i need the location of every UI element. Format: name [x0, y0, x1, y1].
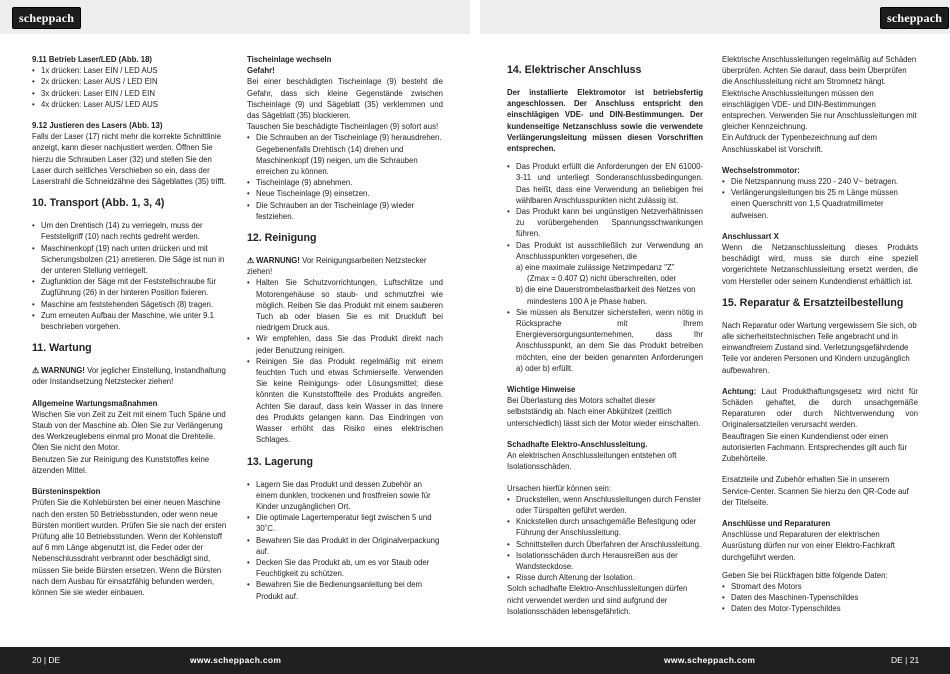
- subheading: Allgemeine Wartungsmaßnahmen: [32, 398, 158, 408]
- paragraph: Wenn die Netzanschlussleitung dieses Produkts beschädigt wird, muss sie durch eine speziell vorgerichtete Netzanschlussleitung ersetzt werden, die vom Hersteller oder seinem Kundendienst erhältlich ist.: [722, 243, 918, 286]
- list-item: • Sie müssen als Benutzer sicherstellen, wenn nötig in Rücksprache mit Ihrem Energieversorgungsunternehmen, dass Ihr Anschlusspunkt, an dem Sie das Produkt betreiben möchten, eine der beiden genannten Anforderungen a) oder b) erfüllt.: [507, 307, 703, 374]
- paragraph: Nach Reparatur oder Wartung vergewissern Sie sich, ob alle sicherheitstechnischen Teile angebracht und in einwandfreiem Zustand sind. Verletzungsgefährdende Teile vor anderen Personen und Kindern unzugänglich aufbewahren.: [722, 320, 917, 375]
- transport-list: [32, 220, 228, 332]
- list-item: • Stromart des Motors: [722, 581, 918, 592]
- sub-item-b: b) die eine Dauerstrombelastbarkeit des Netzes von: [516, 285, 696, 295]
- warning-label: ⚠ WARNUNG!: [247, 256, 300, 266]
- list-item: • Risse durch Alterung der Isolation.: [507, 572, 703, 583]
- list-item: • Reinigen Sie das Produkt regelmäßig mit einem feuchten Tuch und etwas Schmierseife. Verwenden Sie keine Reinigungs- oder Lösungsmittel; diese könnten die Kunststoffteile des Produkts angreifen. Achten Sie darauf, dass kein Wasser in das Innere des Produkts gelangen kann. Das Eindringen von Wasser erhöht das Risiko eines elektrischen Schlages.: [247, 356, 443, 446]
- column-3: [507, 54, 703, 624]
- list-item: • Das Produkt erfüllt die Anforderungen der EN 61000-3-11 und unterliegt Sonderanschlussbedingungen. Das heißt, dass eine Verwendung an beliebigen frei wählbaren Anschlusspunkten nicht zulässig ist.: [507, 161, 703, 206]
- paragraph: Prüfen Sie die Kohlebürsten bei einer neuen Maschine nach den ersten 50 Betriebsstunden, oder wenn neue Bürsten montiert wurden. Prüfen Sie sie nach der ersten Prüfung alle 10 Betriebsstunden. Wenn der Kohlenstoff auf 6 mm Länge abgenutzt ist, die Feder oder der Nebenschlussdraht verbrannt oder beschädigt sind, müssen Sie beide Bürsten ersetzen. Wenn die Bürsten nach dem Ausbau für einsatzfähig befunden werden, können Sie sie wieder einbauen.: [32, 498, 227, 597]
- section-heading-elektrischer-anschluss: 14. Elektrischer Anschluss: [507, 64, 642, 76]
- subheading: Wechselstrommotor:: [722, 165, 800, 175]
- list-item: • Lagern Sie das Produkt und dessen Zubehör an einem dunklen, trockenen und frostfreien sowie für Kinder unzugänglichen Ort.: [247, 479, 443, 513]
- column-2: [247, 54, 443, 609]
- list-item: • Druckstellen, wenn Anschlussleitungen durch Fenster oder Türspalten geführt werden.: [507, 494, 703, 516]
- list-item: • Die optimale Lagertemperatur liegt zwischen 5 und 30˚C.: [247, 512, 443, 534]
- paragraph: Bei einer beschädigten Tischeinlage (9) besteht die Gefahr, dass sich kleine Gegenstände zwischen Tischeinlage (9) und Sägeblatt (35) verklemmen und das Sägeblatt (35) blockieren.: [247, 77, 443, 121]
- section-heading-reinigung: 12. Reinigung: [247, 232, 317, 245]
- list-item: • Wir empfehlen, dass Sie das Produkt direkt nach jeder Benutzung reinigen.: [247, 333, 443, 355]
- paragraph: Beauftragen Sie einen Kundendienst oder einen autorisierten Fachmann. Entsprechendes gilt auch für Zubehörteile.: [722, 431, 908, 464]
- subheading: Schadhafte Elektro-Anschlussleitung.: [507, 439, 648, 449]
- subheading: Bürsteninspektion: [32, 487, 101, 497]
- paragraph: Tauschen Sie beschädigte Tischeinlagen (9) sofort aus!: [247, 122, 439, 132]
- sub-item-a: a) eine maximale zulässige Netzimpedanz "Z": [516, 263, 675, 273]
- paragraph: Ursachen hierfür können sein:: [507, 483, 612, 493]
- section-heading-lagerung: 13. Lagerung: [247, 455, 313, 468]
- list-item: • Maschinenkopf (19) nach unten drücken und mit Sicherungsbolzen (21) arretieren. Die Säge ist nun in der unteren Stellung verriegelt.: [32, 243, 228, 277]
- list-item: • Die Schrauben an der Tischeinlage (9) herausdrehen. Gegebenenfalls Drehtisch (14) drehen und Maschinenkopf (19) neigen, um die Schrauben erreichen zu können.: [247, 132, 443, 177]
- column-4: [722, 54, 918, 622]
- paragraph: Solch schadhafte Elektro-Anschlussleitungen dürfen nicht verwendet werden und sind aufgrund der Isolationsschäden lebensgefährlich.: [507, 584, 688, 616]
- sub-item-b-cont: mindestens 100 A je Phase haben.: [527, 296, 648, 306]
- paragraph: Anschlüsse und Reparaturen der elektrischen Ausrüstung dürfen nur von einer Elektro-Fachkraft durchgeführt werden.: [722, 530, 895, 562]
- brand-logo-left: scheppach: [12, 7, 81, 29]
- paragraph: Wischen Sie von Zeit zu Zeit mit einem Tuch Späne und Staub von der Maschine ab. Ölen Sie zur Verlängerung des Werkzeuglebens einmal pro Monat die Drehteile. Ölen Sie nicht den Motor.: [32, 409, 226, 453]
- list-item: • Das Produkt ist ausschließlich zur Verwendung an Anschlusspunkten vorgesehen, die: [507, 240, 703, 262]
- paragraph: Geben Sie bei Rückfragen bitte folgende Daten:: [722, 570, 888, 580]
- list-item: • 4x drücken: Laser AUS/ LED AUS: [32, 99, 228, 110]
- brand-logo-right: scheppach: [880, 7, 949, 29]
- lagerung-list: [247, 479, 443, 602]
- paragraph: Benutzen Sie zur Reinigung des Kunststoffes keine ätzenden Mittel.: [32, 454, 210, 475]
- paragraph: Ersatzteile und Zubehör erhalten Sie in unserem Service-Center. Scannen Sie hierzu den QR-Code auf der Titelseite.: [722, 475, 909, 507]
- paragraph: An elektrischen Anschlussleitungen entstehen oft Isolationsschäden.: [507, 451, 677, 472]
- list-item: • Knickstellen durch unsachgemäße Befestigung oder Führung der Anschlussleitung.: [507, 516, 703, 538]
- list-item: • 1x drücken: Laser EIN / LED AUS: [32, 65, 228, 76]
- warning-text: Vor Reinigungsarbeiten Netzstecker ziehen!: [247, 256, 427, 277]
- attention-paragraph: [722, 386, 918, 431]
- column-1: [32, 54, 228, 605]
- list-item: • Daten des Maschinen-Typenschildes: [722, 592, 918, 603]
- attention-label: Achtung:: [722, 386, 757, 396]
- sub-item-a-cont: (Zmax = 0.407 Ω) nicht überschreiten, oder: [527, 274, 677, 284]
- subheading: Anschlussart X: [722, 231, 779, 241]
- wechselstrom-list: [722, 176, 918, 221]
- subheading: Tischeinlage wechseln: [247, 55, 332, 64]
- ursachen-list: [507, 494, 703, 584]
- list-item: • Schnittstellen durch Überfahren der Anschlussleitung.: [507, 539, 703, 550]
- list-item: • Decken Sie das Produkt ab, um es vor Staub oder Feuchtigkeit zu schützen.: [247, 557, 443, 579]
- section-heading-transport: 10. Transport (Abb. 1, 3, 4): [32, 197, 165, 210]
- website-link-left[interactable]: www.scheppach.com: [190, 655, 282, 665]
- warning-label: ⚠ WARNUNG!: [32, 366, 85, 376]
- paragraph: Falls der Laser (17) nicht mehr die korrekte Schnittlinie anzeigt, kann dieser nachjustiert werden. Öffnen Sie hierzu die Schrauben Laser (32) und stellen Sie den Laser durch seitliches Verschieben so ein, dass der Laserstrahl die Schneidzähne des Sägeblattes (35) trifft.: [32, 132, 227, 187]
- list-item: • Bewahren Sie die Bedienungsanleitung bei dem Produkt auf.: [247, 579, 443, 601]
- list-item: • Um den Drehtisch (14) zu verriegeln, muss der Feststellgriff (10) nach rechts gedreht werden.: [32, 220, 228, 242]
- list-item: • Tischeinlage (9) abnehmen.: [247, 177, 443, 188]
- warning-text: Vor jeglicher Einstellung, Instandhaltung oder Instandsetzung Netzstecker ziehen!: [32, 366, 226, 387]
- anschluss-list-2: [507, 307, 703, 374]
- tischeinlage-list: [247, 132, 443, 222]
- warning-paragraph: [32, 365, 228, 387]
- list-item: • Daten des Motor-Typenschildes: [722, 603, 918, 614]
- list-item: • Isolationsschäden durch Herausreißen aus der Wandsteckdose.: [507, 550, 703, 572]
- page-number-right: DE | 21: [891, 655, 920, 665]
- list-item: • Bewahren Sie das Produkt in der Originalverpackung auf.: [247, 535, 443, 557]
- laser-led-list: [32, 65, 228, 110]
- section-title-9-11: 9.11 Betrieb Laser/LED (Abb. 18): [32, 55, 153, 64]
- paragraph: Bei Überlastung des Motors schaltet dieser selbstständig ab. Nach einer Abkühlzeit (zeitlich unterschiedlich) lässt sich der Motor wieder einschalten.: [507, 396, 701, 428]
- attention-text: Laut Produkthaftungsgesetz wird nicht für Schäden gehaftet, die durch unsachgemäße Reparaturen oder durch Nichtverwendung von Originalersatzteilen verursacht werden.: [722, 386, 918, 430]
- list-item: • Das Produkt kann bei ungünstigen Netzverhältnissen zu vorübergehenden Spannungsschwankungen führen.: [507, 206, 703, 240]
- footer-bar: [0, 647, 950, 674]
- list-item: • Zugfunktion der Säge mit der Feststellschraube für Zugführung (26) in der hinteren Position fixieren.: [32, 276, 228, 298]
- paragraph: Elektrische Anschlussleitungen regelmäßig auf Schäden überprüfen. Achten Sie darauf, dass beim Überprüfen die Anschlussleitung nicht am Stromnetz hängt. Elektrische Anschlussleitungen müssen den einschlägigen VDE- und DIN-Bestimmungen entsprechen. Verwenden Sie nur Anschlussleitungen mit gleicher Kennzeichnung.: [722, 55, 917, 132]
- list-item: • Neue Tischeinlage (9) einsetzen.: [247, 188, 443, 199]
- section-title-9-12: 9.12 Justieren des Lasers (Abb. 13): [32, 121, 163, 131]
- warning-paragraph: [247, 255, 443, 277]
- list-item: • Zum erneuten Aufbau der Maschine, wie unter 9.1 beschrieben vorgehen.: [32, 310, 228, 332]
- intro-paragraph: Der installierte Elektromotor ist betriebsfertig angeschlossen. Der Anschluss entspricht den einschlägigen VDE- und DIN-Bestimmungen. Der kundenseitige Netzanschluss sowie die verwendete Verlängerungsleitung müssen diesen Vorschriften entsprechen.: [507, 88, 703, 154]
- section-heading-wartung: 11. Wartung: [32, 342, 92, 355]
- list-item: • 2x drücken: Laser AUS / LED EIN: [32, 76, 228, 87]
- subheading: Anschlüsse und Reparaturen: [722, 518, 831, 528]
- daten-list: [722, 581, 918, 615]
- list-item: • 3x drücken: Laser EIN / LED EIN: [32, 88, 228, 99]
- section-heading-reparatur: 15. Reparatur & Ersatzteilbestellung: [722, 296, 904, 309]
- list-item: • Die Netzspannung muss 220 - 240 V~ betragen.: [722, 176, 918, 187]
- list-item: • Maschine am feststehenden Sägetisch (8) tragen.: [32, 299, 228, 310]
- danger-label: Gefahr!: [247, 66, 275, 76]
- website-link-right[interactable]: www.scheppach.com: [664, 655, 756, 665]
- reinigung-list: [247, 277, 443, 445]
- anschluss-list: [507, 161, 703, 262]
- page-number-left: 20 | DE: [32, 655, 61, 665]
- subheading: Wichtige Hinweise: [507, 385, 576, 395]
- list-item: • Verlängerungsleitungen bis 25 m Länge müssen einen Querschnitt von 1,5 Quadratmillimeter aufweisen.: [722, 187, 918, 221]
- list-item: • Halten Sie Schutzvorrichtungen, Luftschlitze und Motorengehäuse so staub- und schmutzfrei wie möglich. Reiben Sie das Produkt mit einem sauberen Tuch ab oder blasen Sie es mit Druckluft bei niedrigem Druck aus.: [247, 277, 443, 333]
- list-item: • Die Schrauben an der Tischeinlage (9) wieder festziehen.: [247, 200, 443, 222]
- paragraph: Ein Aufdruck der Typenbezeichnung auf dem Anschlusskabel ist Vorschrift.: [722, 133, 878, 154]
